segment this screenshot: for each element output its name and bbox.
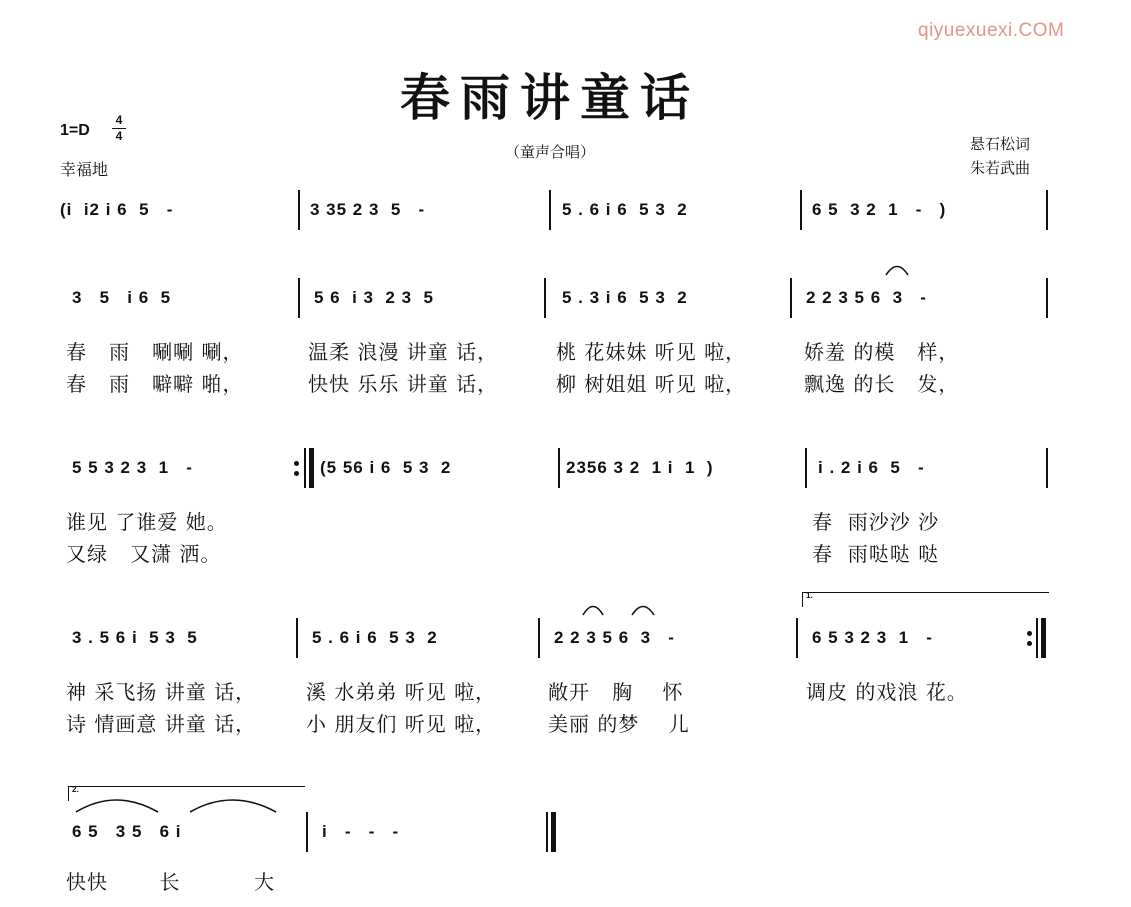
measure: 6 5 3 5 6 i (72, 822, 182, 841)
lyric: 娇羞 的模 样， (804, 340, 960, 364)
score-row-2 (0, 288, 1131, 320)
measure: 3 5 i 6 5 (72, 288, 172, 307)
measure: 6 5 3 2 3 1 - (812, 628, 933, 647)
barline (296, 618, 298, 658)
barline (558, 448, 560, 488)
fermata-icon (630, 602, 656, 616)
lyric: 敞开 胸 怀 (548, 680, 684, 704)
barline (298, 278, 300, 318)
composer-credit: 朱若武曲 (970, 159, 1031, 177)
lyric: 春 雨 唰唰 唰， (66, 340, 244, 364)
measure: 2 2 3 5 6 3 - (554, 628, 675, 647)
lyric: 小 朋友们 听见 啦， (306, 712, 497, 736)
barline (1046, 448, 1048, 488)
lyric: 诗 情画意 讲童 话， (66, 712, 257, 736)
barline (298, 190, 300, 230)
lyric: 又绿 又潇 洒。 (66, 542, 222, 566)
time-signature-numerator: 4 (115, 113, 123, 127)
lyric: 柳 树姐姐 听见 啦， (556, 372, 747, 396)
measure: 3 . 5 6 i 5 3 5 (72, 628, 198, 647)
repeat-dots (1027, 626, 1032, 651)
first-ending-bracket (802, 592, 1049, 607)
measure: 5 . 6 i 6 5 3 2 (312, 628, 438, 647)
barline (790, 278, 792, 318)
barline (304, 448, 306, 488)
lyric: 春 雨 噼噼 啪， (66, 372, 244, 396)
lyric: 快快 长 大 (66, 870, 276, 894)
measure: 5 5 3 2 3 1 - (72, 458, 193, 477)
key-signature: 1=D (60, 122, 90, 139)
lyric: 春 雨哒哒 哒 (812, 542, 940, 566)
lyric: 快快 乐乐 讲童 话， (308, 372, 499, 396)
barline (1046, 278, 1048, 318)
measure: 2356 3 2 1 i 1 ) (566, 458, 714, 477)
lyric: 温柔 浪漫 讲童 话， (308, 340, 499, 364)
score-row-3 (0, 458, 1131, 490)
slur-icon (186, 794, 280, 814)
measure: 3 35 2 3 5 - (310, 200, 426, 219)
measure: (i i2 i 6 5 - (60, 200, 174, 219)
repeat-dots (294, 456, 299, 481)
repeat-barline (309, 448, 314, 488)
ending-number: 2. (72, 785, 79, 794)
measure: 5 . 6 i 6 5 3 2 (562, 200, 688, 219)
score-row-1 (0, 200, 1131, 232)
final-barline-thick (551, 812, 556, 852)
measure: 2 2 3 5 6 3 - (806, 288, 927, 307)
barline (538, 618, 540, 658)
barline (1036, 618, 1038, 658)
final-barline (546, 812, 548, 852)
slur-icon (72, 794, 162, 814)
lyric: 溪 水弟弟 听见 啦， (306, 680, 497, 704)
fermata-icon (581, 602, 605, 616)
ending-number: 1. (806, 591, 813, 600)
barline (544, 278, 546, 318)
watermark: qiyuexuexi.COM (918, 20, 1065, 41)
barline (549, 190, 551, 230)
lyric: 桃 花妹妹 听见 啦， (556, 340, 747, 364)
lyric: 调皮 的戏浪 花。 (806, 680, 968, 704)
barline (800, 190, 802, 230)
measure: 6 5 3 2 1 - ) (812, 200, 947, 219)
tempo-marking: 幸福地 (60, 160, 109, 179)
barline (306, 812, 308, 852)
lyric: 美丽 的梦 儿 (548, 712, 690, 736)
measure: i - - - (322, 822, 400, 841)
measure: 5 . 3 i 6 5 3 2 (562, 288, 688, 307)
performance-note: （童声合唱） (504, 143, 595, 161)
fermata-icon (884, 262, 910, 276)
measure: 5 6 i 3 2 3 5 (314, 288, 434, 307)
score-row-5 (0, 822, 1131, 854)
lyric: 神 采飞扬 讲童 话， (66, 680, 257, 704)
time-signature-denominator: 4 (115, 129, 123, 143)
score-row-4 (0, 628, 1131, 660)
lyric: 谁见 了谁爱 她。 (66, 510, 228, 534)
lyric: 飘逸 的长 发， (804, 372, 960, 396)
time-signature (112, 113, 126, 144)
repeat-barline (1041, 618, 1046, 658)
measure: i . 2 i 6 5 - (818, 458, 925, 477)
measure: (5 56 i 6 5 3 2 (320, 458, 452, 477)
song-title: 春雨讲童话 (400, 68, 700, 127)
lyric: 春 雨沙沙 沙 (812, 510, 940, 534)
barline (1046, 190, 1048, 230)
lyricist-credit: 悬石松词 (970, 135, 1031, 153)
barline (796, 618, 798, 658)
barline (805, 448, 807, 488)
